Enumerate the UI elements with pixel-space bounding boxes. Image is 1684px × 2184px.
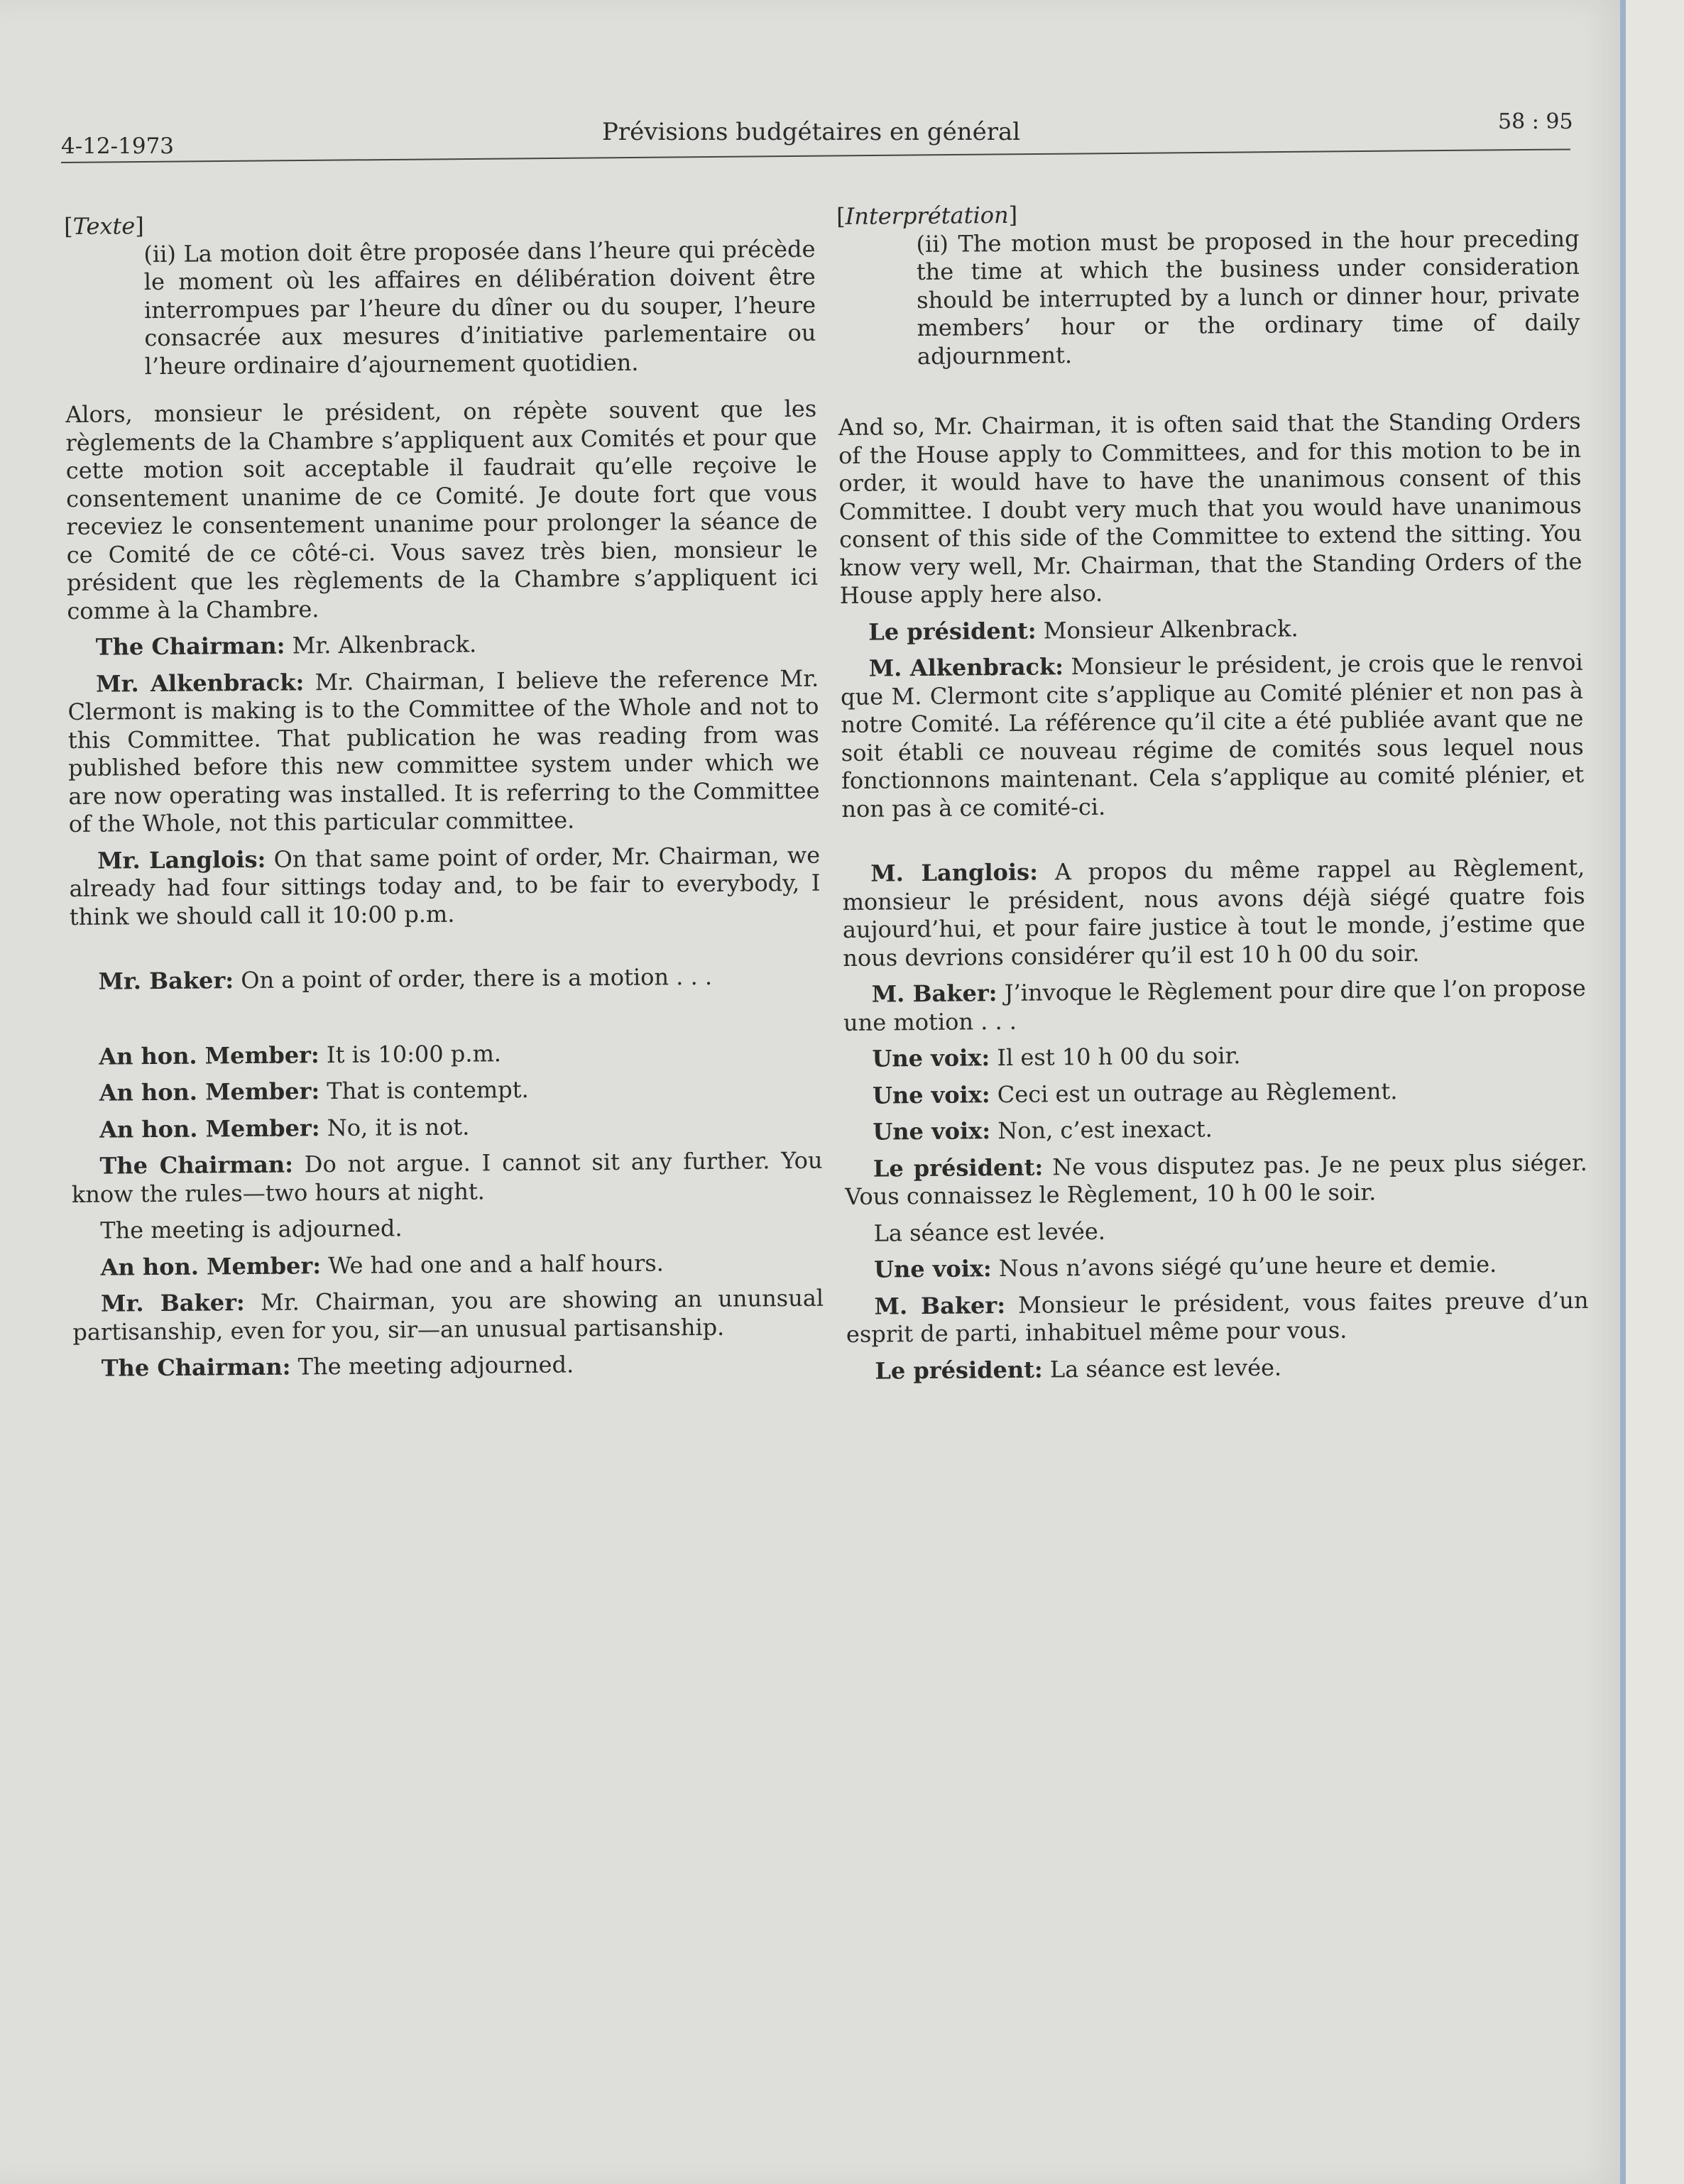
speech: Monsieur le président, je crois que le renvoi que M. Clermont cite s’applique au Comité plénier et non pas à notre Comité. La référence qu’il cite a été publiée avant que ne soit établi ce nouveau régime de comités sous lequel nous fonctionnons maintenant. Cela s’applique au comité plénier, et non pas à ce comité-ci.	[840, 648, 1585, 823]
right-entry	[843, 1039, 1586, 1074]
speaker: An hon. Member:	[99, 1041, 319, 1070]
speech: La séance est levée.	[1049, 1354, 1282, 1383]
right-entry	[844, 1112, 1587, 1147]
speaker: An hon. Member:	[100, 1251, 322, 1281]
speaker: An hon. Member:	[99, 1077, 320, 1107]
speaker: Une voix:	[873, 1117, 991, 1146]
speech: Ne vous disputez pas. Je ne peux plus siéger. Vous connaissez le Règlement, 10 h 00 le soir.	[845, 1148, 1588, 1210]
right-tag-text: Interprétation	[845, 201, 1009, 230]
speech: Mr. Chairman, you are showing an ununsual partisanship, even for you, sir—an unusual partisanship.	[72, 1284, 824, 1346]
speech: Mr. Chairman, I believe the reference Mr. Clermont is making is to the Committee of the Whole and not to this Committee. That publication he was reading from was published before this new committee system under which we are now operating was installed. It is referring to the Committee of the Whole, not this particular committee.	[67, 664, 820, 838]
speech: A propos du même rappel au Règlement, monsieur le président, nous avons déjà siégé quatre fois aujourd’hui, et pour faire justice à tout le monde, j’estime que nous devrions considérer qu’il est 10 h 00 du soir.	[842, 853, 1586, 972]
speaker: Une voix:	[872, 1080, 990, 1109]
right-entry	[845, 1148, 1588, 1211]
right-intro: And so, Mr. Chairman, it is often said that the Standing Orders of the House apply to Committees, and for this motion to be in order, it would have to have the unanimous consent of this Committee. I doubt very much that you would have unanimous consent of this side of the Committee to extend the sitting. You know very well, Mr. Chairman, that the Standing Orders of the House apply here also.	[838, 407, 1582, 609]
speech: No, it is not.	[327, 1113, 470, 1141]
speech: The meeting adjourned.	[297, 1351, 574, 1381]
left-tag-text: Texte	[72, 212, 136, 240]
left-entry	[70, 1037, 821, 1071]
speech: Mr. Alkenbrack.	[292, 630, 477, 659]
page-number: 58 : 95	[1498, 109, 1573, 134]
left-entry	[71, 1147, 823, 1209]
right-entry	[846, 1250, 1588, 1285]
left-entry	[73, 1349, 824, 1383]
left-intro: Alors, monsieur le président, on répète souvent que les règlements de la Chambre s’appliquent aux Comités et pour que cette motion soit acceptable il faudrait qu’elle reçoive le consentement unanime de ce Comité. Je doute fort que vous receviez le consentement unanime pour prolonger la séance de ce Comité de ce côté-ci. Vous savez très bien, monsieur le président que les règlements de la Chambre s’appliquent ici comme à la Chambre.	[65, 395, 819, 625]
left-entry	[71, 1110, 822, 1144]
speech: It is 10:00 p.m.	[326, 1039, 502, 1068]
speech: La séance est levée.	[873, 1217, 1106, 1247]
left-entry	[72, 1212, 823, 1246]
speaker: The Chairman:	[99, 1151, 294, 1180]
right-column-tag: [Interprétation]	[836, 201, 1018, 230]
speech: Do not argue. I cannot sit any further. You know the rules—two hours at night.	[71, 1146, 823, 1208]
left-entry	[72, 1248, 824, 1282]
right-entry	[846, 1351, 1589, 1385]
speaker: Mr. Baker:	[100, 1289, 245, 1317]
left-entry	[72, 1285, 824, 1346]
left-column-tag: [Texte]	[64, 212, 144, 240]
right-entry	[841, 649, 1585, 823]
left-entry	[67, 664, 820, 838]
left-entry	[71, 1074, 822, 1108]
underlying-page-edge	[1626, 0, 1684, 2184]
left-entry	[67, 628, 819, 662]
speech: That is contempt.	[327, 1075, 529, 1105]
speaker: M. Alkenbrack:	[868, 653, 1064, 682]
speaker: The Chairman:	[101, 1353, 291, 1382]
speech: On a point of order, there is a motion . . .	[241, 962, 713, 994]
speaker: Une voix:	[872, 1044, 990, 1072]
right-column	[836, 197, 1590, 1394]
speaker: Le président:	[875, 1356, 1043, 1385]
speaker: Mr. Alkenbrack:	[96, 668, 305, 698]
right-entry	[844, 1075, 1587, 1110]
spacer	[70, 999, 821, 1043]
speech: Non, c’est inexact.	[997, 1115, 1213, 1145]
speaker: M. Baker:	[871, 979, 997, 1008]
page-edge-band	[1620, 0, 1626, 2184]
speech: Nous n’avons siégé qu’une heure et demie.	[998, 1250, 1497, 1283]
speech: On that same point of order, Mr. Chairman, we already had four sittings today and, to be fair to everybody, I think we should call it 10:00 p.m.	[69, 841, 821, 931]
speaker: M. Langlois:	[870, 858, 1039, 887]
speech: Monsieur Alkenbrack.	[1043, 614, 1298, 644]
header-date: 4-12-1973	[61, 133, 175, 159]
speech: Il est 10 h 00 du soir.	[997, 1042, 1241, 1072]
speaker: Le président:	[873, 1153, 1044, 1182]
speech: Monsieur le président, vous faites preuve d’un esprit de parti, inhabituel même pour vous.	[846, 1286, 1589, 1348]
right-quote: (ii) The motion must be proposed in the hour preceding the time at which the business under consideration should be interrupted by a lunch or dinner hour, private members’ hour or the ordinary time of daily adjournment.	[916, 224, 1580, 370]
right-entry	[840, 612, 1582, 647]
right-entry	[846, 1286, 1589, 1349]
speaker: Mr. Langlois:	[97, 845, 266, 874]
speaker: Une voix:	[873, 1255, 992, 1283]
speaker: An hon. Member:	[99, 1114, 320, 1143]
speaker: M. Baker:	[874, 1291, 1006, 1320]
left-column	[64, 207, 824, 1392]
speaker: Le président:	[868, 617, 1037, 646]
right-entry	[842, 854, 1585, 972]
right-entry	[846, 1213, 1588, 1248]
speech: Ceci est un outrage au Règlement.	[997, 1077, 1398, 1108]
speech: J’invoque le Règlement pour dire que l’on propose une motion . . .	[843, 974, 1586, 1036]
left-entry	[69, 841, 821, 931]
speech: We had one and a half hours.	[328, 1249, 665, 1279]
header-rule	[61, 148, 1570, 163]
speaker: Mr. Baker:	[98, 967, 234, 995]
left-quote: (ii) La motion doit être proposée dans l’heure qui précède le moment où les affaires en délibération doivent être interrompues par l’heure du dîner ou du souper, l’heure consacrée aux mesures d’initiative parlementaire ou l’heure ordinaire d’ajournement quotidien.	[143, 235, 816, 380]
speaker: The Chairman:	[95, 632, 285, 661]
header-title: Prévisions budgétaires en général	[602, 118, 1021, 146]
speech: The meeting is adjourned.	[100, 1214, 403, 1244]
right-entry	[843, 975, 1587, 1037]
left-entry	[70, 962, 821, 997]
